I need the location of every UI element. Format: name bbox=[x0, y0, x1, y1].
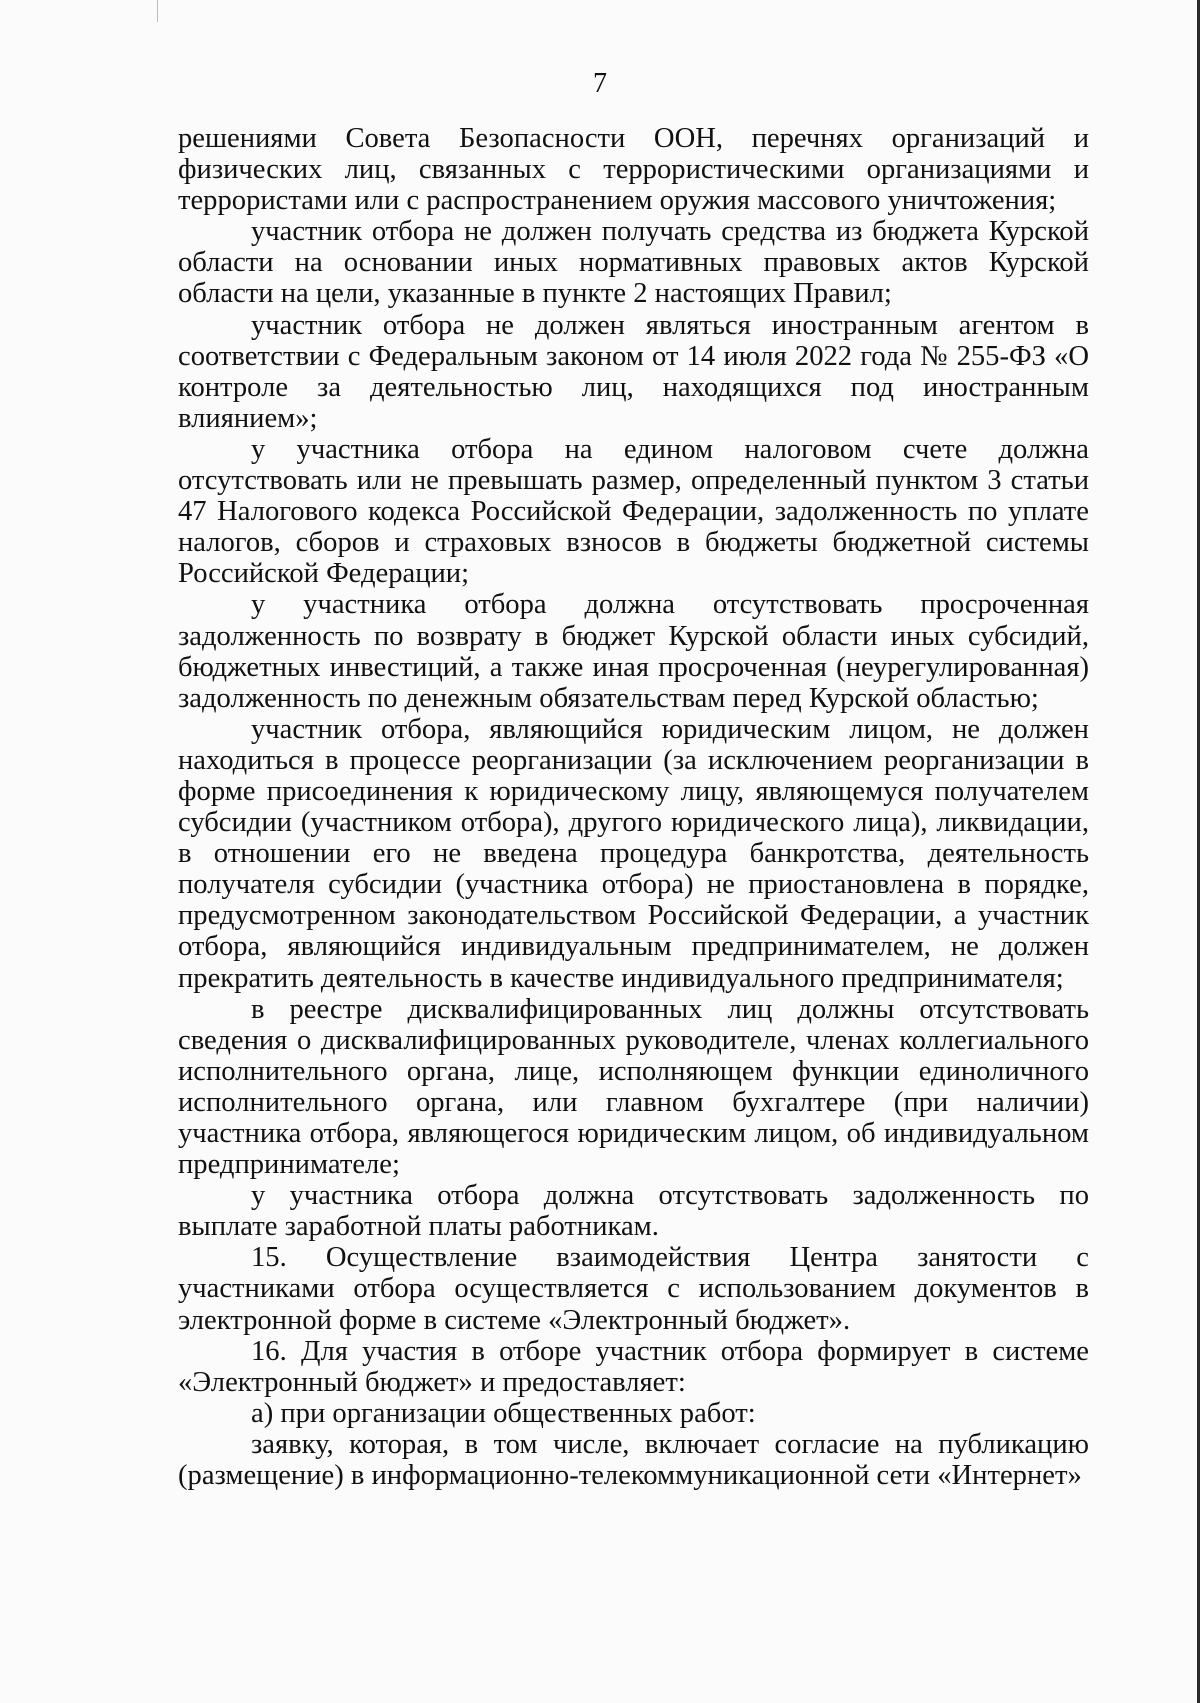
paragraph: 15. Осуществление взаимодействия Центра занятости с участниками отбора осуществляется с использованием документов в электронной форме в системе «Электронный бюджет». bbox=[178, 1242, 1089, 1336]
paragraph: у участника отбора на едином налоговом счете должна отсутствовать или не превышать размер, определенный пунктом 3 статьи 47 Налогового кодекса Российской Федерации, задолженность по уплате налогов, сборов и страховых взносов в бюджеты бюджетной системы Российской Федерации; bbox=[178, 433, 1089, 590]
paragraph: 16. Для участия в отборе участник отбора формирует в системе «Электронный бюджет» и предоставляет: bbox=[178, 1335, 1089, 1398]
paragraph: участник отбора не должен получать средства из бюджета Курской области на основании иных нормативных правовых актов Курской области на цели, указанные в пункте 2 настоящих Правил; bbox=[178, 216, 1089, 310]
document-body bbox=[178, 123, 1089, 1491]
paragraph: решениями Совета Безопасности ООН, перечнях организаций и физических лиц, связанных с террористическими организациями и террористами или с распространением оружия массового уничтожения; bbox=[178, 123, 1089, 217]
paragraph: заявку, которая, в том числе, включает согласие на публикацию (размещение) в информационно-телекоммуникационной сети «Интернет» bbox=[178, 1428, 1089, 1492]
paragraph: участник отбора не должен являться иностранным агентом в соответствии с Федеральным законом от 14 июля 2022 года № 255-ФЗ «О контроле за деятельностью лиц, находящихся под иностранным влиянием»; bbox=[178, 309, 1089, 434]
paragraph: у участника отбора должна отсутствовать просроченная задолженность по возврату в бюджет Курской области иных субсидий, бюджетных инвестиций, а также иная просроченная (неурегулированная) задолженность по денежным обязательствам перед Курской областью; bbox=[178, 589, 1089, 714]
paragraph: у участника отбора должна отсутствовать задолженность по выплате заработной платы работникам. bbox=[178, 1180, 1089, 1243]
paragraph: участник отбора, являющийся юридическим лицом, не должен находиться в процессе реорганизации (за исключением реорганизации в форме присоединения к юридическому лицу, являющемуся получателем субсидии (участником отбора), другого юридического лица), ликвидации, в отношении его не введена процедура банкротства, деятельность получателя субсидии (участника отбора) не приостановлена в порядке, предусмотренном законодательством Российской Федерации, а участник отбора, являющийся индивидуальным предпринимателем, не должен прекратить деятельность в качестве индивидуального предпринимателя; bbox=[178, 713, 1089, 994]
scan-edge-mark bbox=[157, 0, 158, 22]
page-number: 7 bbox=[593, 68, 607, 99]
paragraph: в реестре дисквалифицированных лиц должны отсутствовать сведения о дисквалифицированных руководителе, членах коллегиального исполнительного органа, лице, исполняющем функции единоличного исполнительного органа, или главном бухгалтере (при наличии) участника отбора, являющегося юридическим лицом, об индивидуальном предпринимателе; bbox=[178, 993, 1089, 1181]
paragraph: а) при организации общественных работ: bbox=[251, 1397, 756, 1429]
